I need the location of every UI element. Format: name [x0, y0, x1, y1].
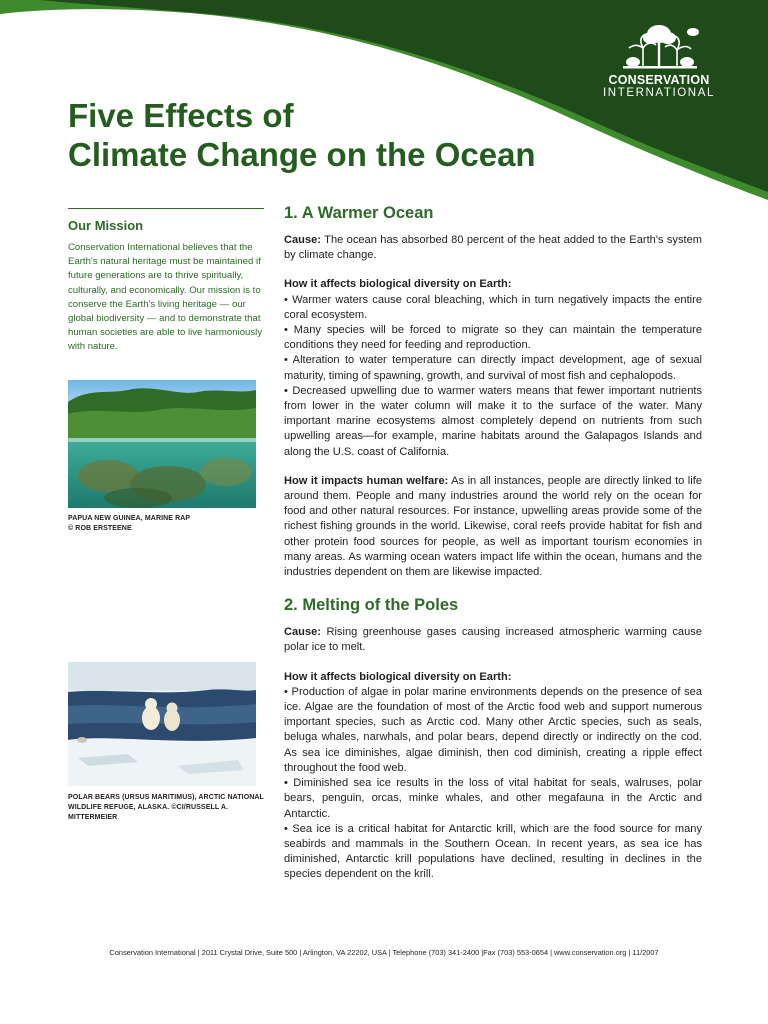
section1-bullet: • Alteration to water temperature can directly impact development, age of sexual maturity, timing of spawning, growth, and survival of most fish and cephalopods. [284, 354, 702, 382]
polar-bears-photo [68, 662, 256, 786]
section1-welfare [284, 474, 702, 580]
section1-title: 1. A Warmer Ocean [284, 204, 434, 222]
caption2-line1: POLAR BEARS (URSUS MARITIMUS), ARCTIC NATIONAL [68, 794, 264, 801]
section2-bullet: • Diminished sea ice results in the loss of vital habitat for seals, walruses, polar bears, penguin, orcas, minke whales, and other megafauna in the Arctic and Antarctic. [284, 777, 702, 820]
section1-biodiversity-heading: How it affects biological diversity on Earth: [284, 278, 512, 291]
section2-cause-label: Cause: [284, 626, 321, 639]
section2-cause-text: Rising greenhouse gases causing increased atmospheric warming cause polar ice to melt. [284, 626, 702, 654]
section1-bullet: • Decreased upwelling due to warmer waters means that fewer important nutrients from lower in the water column will make it to the surface of the water. Many important marine ecosystems almost completely depend on nutrients from such upwelling areas—for example, marine habitats around the Galapagos Islands and along the U.S. coast of California. [284, 384, 702, 458]
title-line2: Climate Change on the Ocean [68, 136, 536, 173]
section2-bullet: • Sea ice is a critical habitat for Antarctic krill, which are the food source for many seabirds and mammals in the Southern Ocean. In recent years, as sea ice has diminished, Antarctic krill populations have declined, resulting in declines in the species dependent on the krill. [284, 822, 702, 881]
conservation-international-logo [594, 18, 724, 99]
section1-cause-label: Cause: [284, 234, 321, 246]
caption2-line2: WILDLIFE REFUGE, ALASKA. ©CI/RUSSELL A. MITTERMEIER [68, 804, 229, 821]
caption1-line2: © ROB ERSTEENE [68, 525, 132, 532]
section1-cause [284, 233, 702, 263]
section1-cause-text: The ocean has absorbed 80 percent of the heat added to the Earth's system by climate change. [284, 234, 702, 262]
section1-bullet: • Many species will be forced to migrate so they can maintain the temperature conditions they need for feeding and reproduction. [284, 324, 702, 352]
sidebar [68, 208, 264, 355]
mission-heading: Our Mission [68, 218, 144, 233]
coral-photo-caption [68, 514, 268, 534]
section1-welfare-label: How it impacts human welfare: [284, 474, 449, 487]
logo-text-line2: INTERNATIONAL [603, 87, 715, 99]
logo-text-line1: CONSERVATION [608, 73, 710, 87]
main-content [284, 200, 702, 883]
section1-bullet: • Warmer waters cause coral bleaching, which in turn negatively impacts the entire coral ecosystem. [284, 293, 702, 321]
polar-bears-photo-caption [68, 793, 268, 823]
mission-text: Conservation International believes that the Earth's natural heritage must be maintained if future generations are to thrive spiritually, culturally, and economically. Our mission is to conserve the Earth's living heritage — our global biodiversity — and to demonstrate that human societies are able to live harmoniously with nature. [68, 242, 263, 353]
section2-title: 2. Melting of the Poles [284, 596, 459, 615]
section1-welfare-text: As in all instances, people are directly linked to life around them. People and many industries around the world rely on the ocean for food and other natural resources. For instance, upwelling areas provide some of the richest fishing grounds in the world. Likewise, coral reefs provide habitat for fish and other protein food sources for people, as well as important tourism economies in many areas. As warming ocean waters impact life within the ocean, humans and the industries dependent on them are likewise impacted. [284, 474, 702, 579]
tree-logo-icon [613, 18, 705, 70]
section2-biodiversity-heading: How it affects biological diversity on Earth: [284, 670, 512, 683]
title-line1: Five Effects of [68, 97, 294, 134]
caption1-line1: PAPUA NEW GUINEA, MARINE RAP [68, 515, 191, 522]
section2-cause [284, 625, 702, 655]
coral-reef-photo [68, 380, 256, 508]
page-title [68, 96, 628, 174]
footer-contact: Conservation International | 2011 Crystal Drive, Suite 500 | Arlington, VA 22202, USA | Telephone (703) 341-2400 |Fax (703) 553-0654 | www.conservation.org | 11/2007 [109, 948, 659, 957]
section2-bullet: • Production of algae in polar marine environments depends on the presence of sea ice. Algae are the foundation of most of the Arctic food web and support numerous important species, such as Arctic cod. Many other Arctic species, such as seals, beluga whales, narwhals, and polar bears, depend directly or indirectly on the cod. As sea ice diminishes, algae diminish, then cod diminish, creating a ripple effect throughout the food web. [284, 685, 702, 774]
sidebar-divider [68, 208, 264, 209]
